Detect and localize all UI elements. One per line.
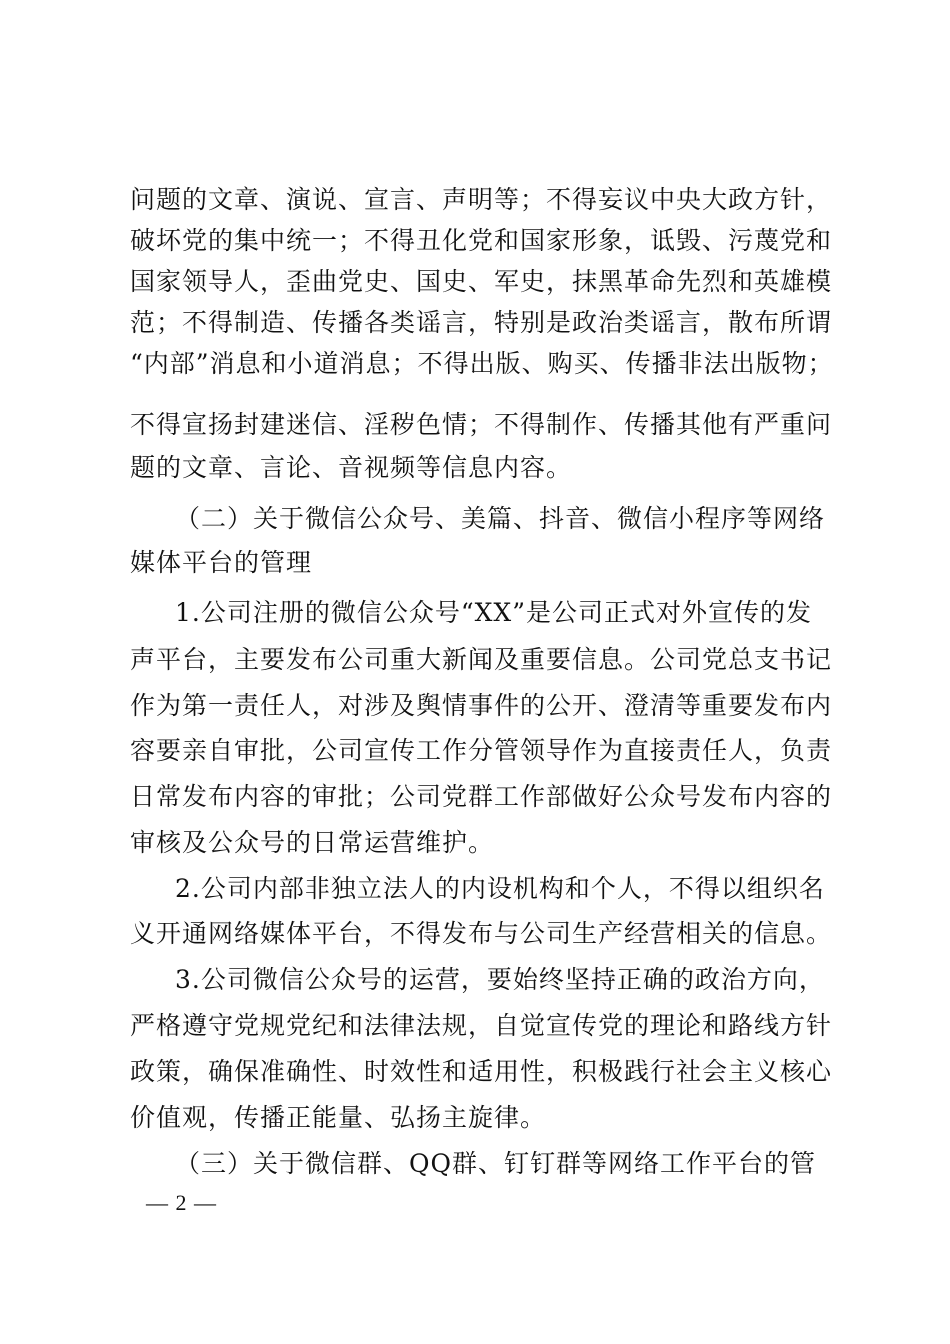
text-line: 审核及公众号的日常运营维护。 [130,828,495,857]
text-line: 声平台，主要发布公司重大新闻及重要信息。公司党总支书记 [130,645,833,674]
text-line: 3.公司微信公众号的运营，要始终坚持正确的政治方向， [175,965,825,994]
text-line: “内部”消息和小道消息；不得出版、购买、传播非法出版物； [130,349,834,378]
text-line: 2.公司内部非独立法人的内设机构和个人，不得以组织名 [175,874,825,903]
text-line: 1.公司注册的微信公众号“XX”是公司正式对外宣传的发 [175,598,813,627]
page-number: — 2 — [146,1190,217,1215]
section-heading-line: 媒体平台的管理 [130,548,313,577]
text-line: 范；不得制造、传播各类谣言，特别是政治类谣言，散布所谓 [130,308,833,337]
text-line: 问题的文章、演说、宣言、声明等；不得妄议中央大政方针， [130,185,833,214]
text-line: 作为第一责任人，对涉及舆情事件的公开、澄清等重要发布内 [130,691,833,720]
text-line: 日常发布内容的审批；公司党群工作部做好公众号发布内容的 [130,782,833,811]
section-heading-line: （二）关于微信公众号、美篇、抖音、微信小程序等网络 [175,504,826,533]
text-line: 义开通网络媒体平台，不得发布与公司生产经营相关的信息。 [130,919,833,948]
text-line: 国家领导人，歪曲党史、国史、军史，抹黑革命先烈和英雄模 [130,267,833,296]
text-line: 不得宣扬封建迷信、淫秽色情；不得制作、传播其他有严重问 [130,410,833,439]
section-heading-line: （三）关于微信群、QQ群、钉钉群等网络工作平台的管 [175,1149,816,1178]
text-line: 破坏党的集中统一；不得丑化党和国家形象，诋毁、污蔑党和 [130,226,833,255]
text-line: 价值观，传播正能量、弘扬主旋律。 [130,1103,547,1132]
text-line: 容要亲自审批，公司宣传工作分管领导作为直接责任人，负责 [130,736,833,765]
text-line: 政策，确保准确性、时效性和适用性，积极践行社会主义核心 [130,1057,833,1086]
text-line: 题的文章、言论、音视频等信息内容。 [130,453,573,482]
text-line: 严格遵守党规党纪和法律法规，自觉宣传党的理论和路线方针 [130,1011,833,1040]
